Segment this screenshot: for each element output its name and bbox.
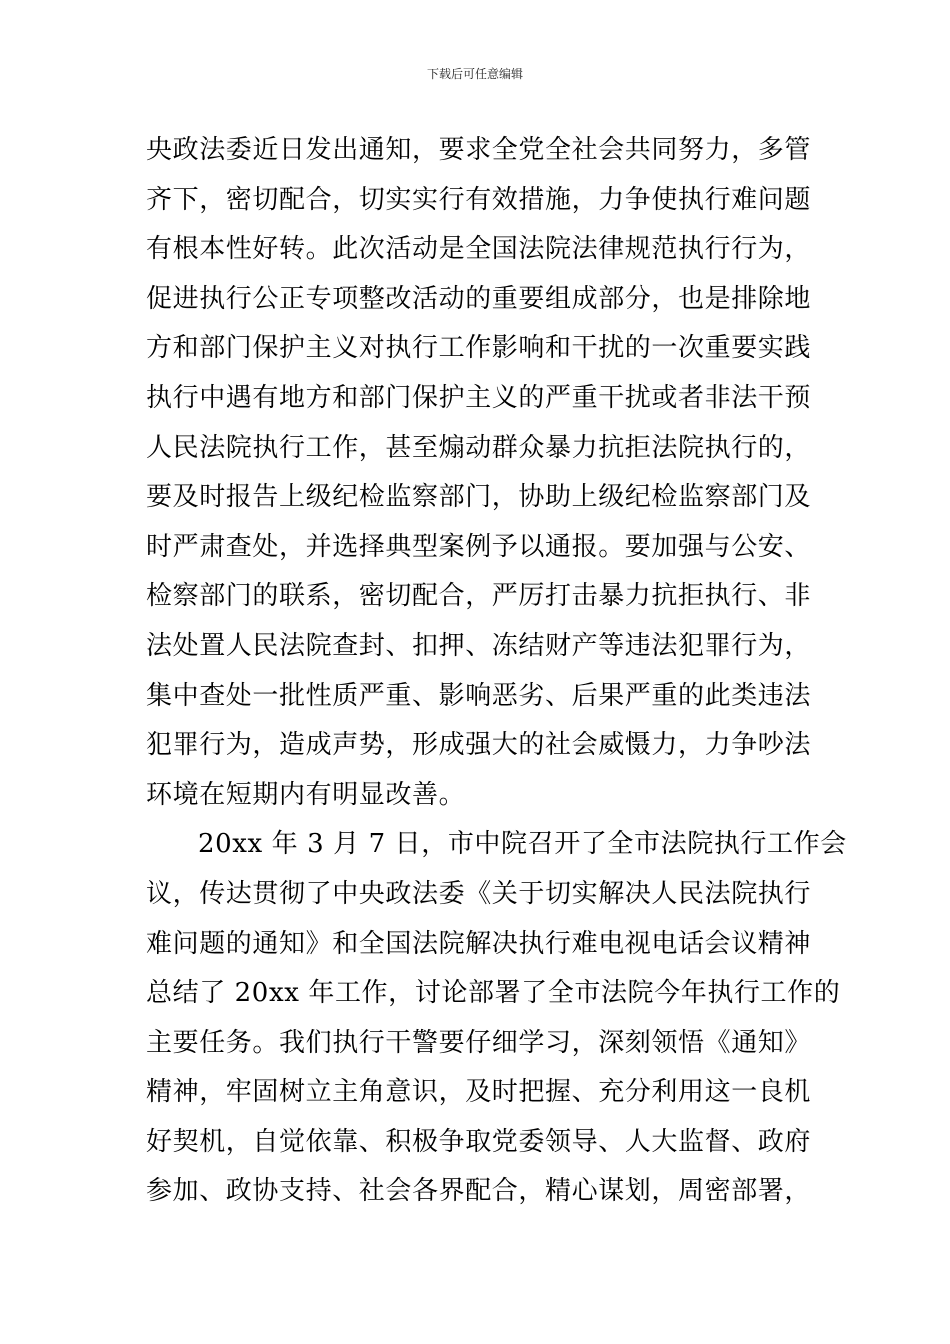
text-line: 人民法院执行工作，甚至煽动群众暴力抗拒法院执行的，	[146, 432, 812, 463]
text-line: 总结了 20xx 年工作，讨论部署了全市法院今年执行工作的	[146, 978, 841, 1009]
text-line: 难问题的通知》和全国法院解决执行难电视电话会议精神	[146, 928, 812, 959]
text-line: 齐下，密切配合，切实实行有效措施，力争使执行难问题	[146, 184, 812, 215]
text-line: 精神，牢固树立主角意识，及时把握、充分利用这一良机	[146, 1077, 812, 1108]
page-header-note: 下载后可任意编辑	[426, 67, 523, 81]
text-line: 法处置人民法院查封、扣押、冻结财产等违法犯罪行为，	[146, 630, 812, 661]
text-line: 执行中遇有地方和部门保护主义的严重干扰或者非法干预	[146, 382, 812, 413]
text-line: 集中查处一批性质严重、影响恶劣、后果严重的此类违法	[146, 680, 812, 711]
paragraph-first-line: 20xx 年 3 月 7 日，市中院召开了全市法院执行工作会	[198, 829, 847, 860]
text-line: 检察部门的联系，密切配合，严厉打击暴力抗拒执行、非	[146, 581, 812, 612]
text-line: 好契机，自觉依靠、积极争取党委领导、人大监督、政府	[146, 1126, 812, 1157]
text-line: 要及时报告上级纪检监察部门，协助上级纪检监察部门及	[146, 482, 812, 513]
text-line: 促进执行公正专项整改活动的重要组成部分，也是排除地	[146, 283, 812, 314]
text-line: 环境在短期内有明显改善。	[146, 779, 466, 810]
text-line: 参加、政协支持、社会各界配合，精心谋划，周密部署，	[146, 1176, 812, 1207]
text-line: 犯罪行为，造成声势，形成强大的社会威慑力，力争吵法	[146, 730, 812, 761]
document-body	[146, 126, 847, 1217]
text-line: 主要任务。我们执行干警要仔细学习，深刻领悟《通知》	[146, 1027, 812, 1058]
text-line: 时严肃查处，并选择典型案例予以通报。要加强与公安、	[146, 531, 812, 562]
text-line: 议，传达贯彻了中央政法委《关于切实解决人民法院执行	[146, 878, 812, 909]
text-line: 方和部门保护主义对执行工作影响和干扰的一次重要实践	[146, 333, 812, 364]
text-line: 有根本性好转。此次活动是全国法院法律规范执行行为，	[146, 234, 812, 265]
text-line: 央政法委近日发出通知，要求全党全社会共同努力，多管	[146, 135, 812, 165]
